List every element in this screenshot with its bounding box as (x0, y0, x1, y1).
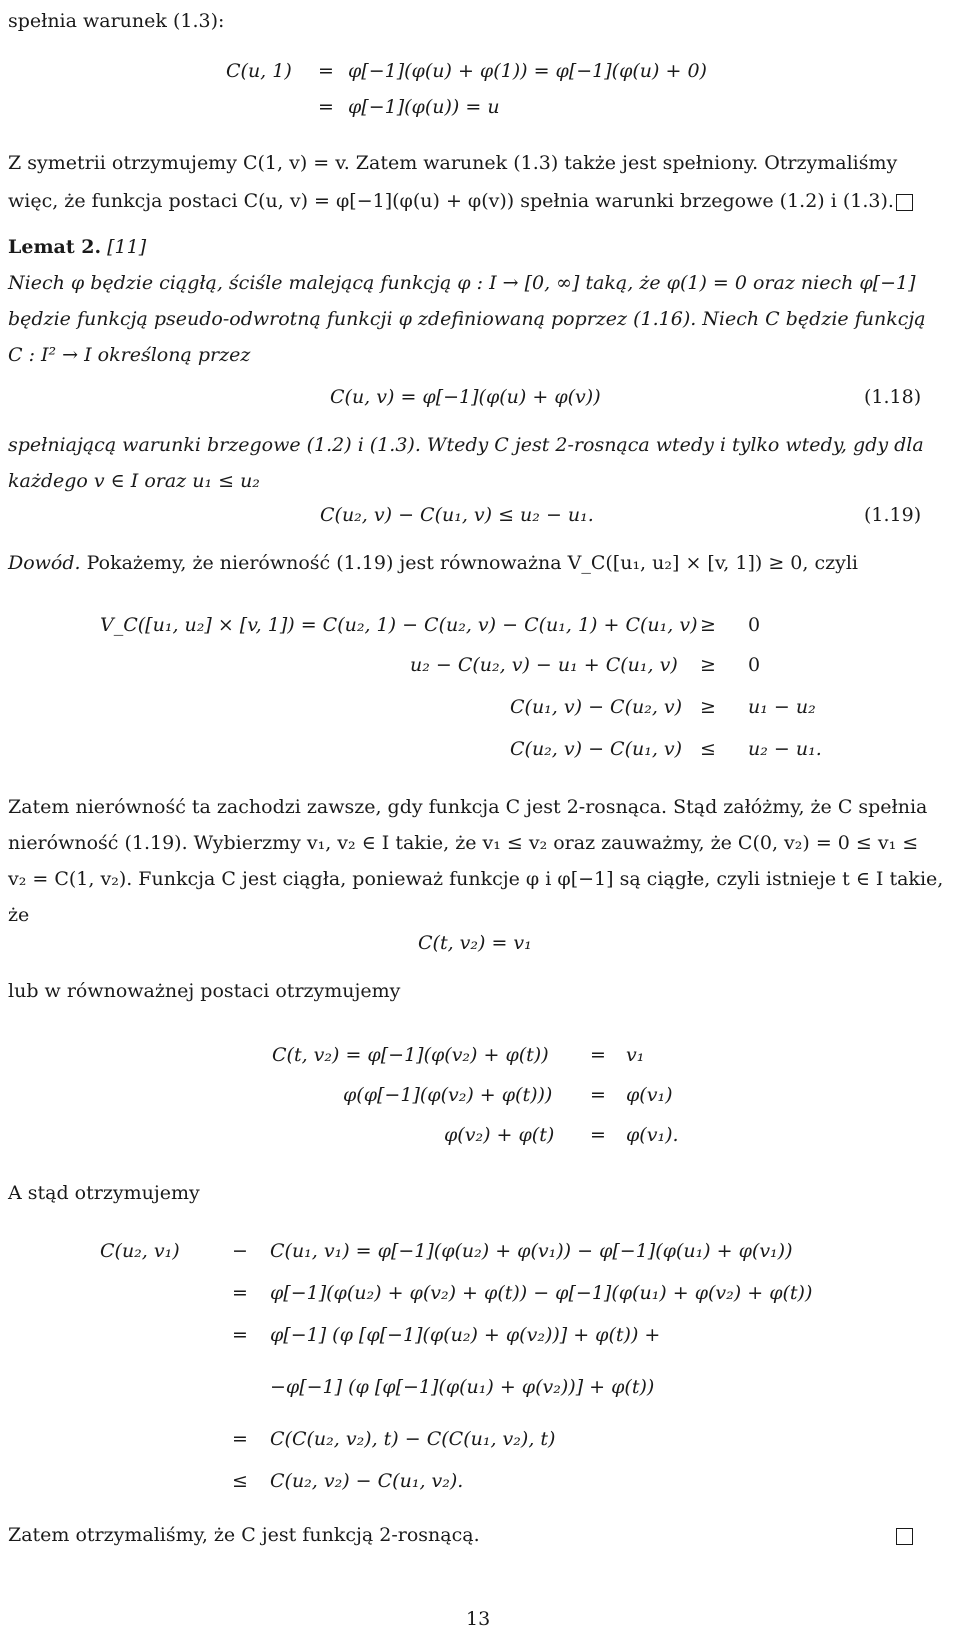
equiv-lhs-3: φ(v₂) + φ(t) (444, 1124, 555, 1146)
equiv-rel-1: = (590, 1044, 606, 1066)
final-rhs-3: φ[−1] (φ [φ[−1](φ(u₂) + φ(v₂))] + φ(t)) + (270, 1324, 661, 1346)
final-lhs-1: C(u₂, v₁) (100, 1240, 180, 1262)
equiv-lhs-1: C(t, v₂) = φ[−1](φ(v₂) + φ(t)) (272, 1044, 549, 1066)
lemma-heading (8, 236, 146, 258)
eq-top-rhs-2: φ[−1](φ(u)) = u (348, 96, 500, 118)
equiv-rel-3: = (590, 1124, 606, 1146)
ineq-lhs-1: V_C([u₁, u₂] × [v, 1]) = C(u₂, 1) − C(u₂, v) − C(u₁, 1) + C(u₁, v) (100, 614, 698, 636)
final-rel-2: = (232, 1282, 248, 1304)
lemma-line-2: będzie funkcją pseudo-odwrotną funkcji φ zdefiniowaną poprzez (1.16). Niech C będzie funkcją (8, 308, 926, 330)
ineq-rhs-3: u₁ − u₂ (748, 696, 816, 718)
eq-top-rel-1: = (318, 60, 334, 82)
equiv-rhs-2: φ(v₁) (626, 1084, 673, 1106)
final-rel-6: ≤ (232, 1470, 248, 1492)
ineq-rel-3: ≥ (700, 696, 716, 718)
final-rhs-5: C(C(u₂, v₂), t) − C(C(u₁, v₂), t) (270, 1428, 556, 1450)
eq-top-rel-2: = (318, 96, 334, 118)
lemma-cite: [11] (107, 236, 147, 258)
sym-line-2: więc, że funkcja postaci C(u, v) = φ[−1](φ(u) + φ(v)) spełnia warunki brzegowe (1.2) i (1.3). (8, 190, 894, 212)
qed-symbol-1 (896, 194, 913, 211)
final-rel-5: = (232, 1428, 248, 1450)
final-rhs-6: C(u₂, v₂) − C(u₁, v₂). (270, 1470, 464, 1492)
eq-118: C(u, v) = φ[−1](φ(u) + φ(v)) (330, 386, 601, 408)
eq-ctv: C(t, v₂) = v₁ (418, 932, 532, 954)
lemma-line-3: C : I² → I określoną przez (8, 344, 251, 366)
proof-intro (8, 552, 858, 574)
eq-top-lhs-1: C(u, 1) (226, 60, 292, 82)
lemma-after-2: każdego v ∈ I oraz u₁ ≤ u₂ (8, 470, 260, 492)
proof-text: Pokażemy, że nierówność (1.19) jest równoważna V_C([u₁, u₂] × [v, 1]) ≥ 0, czyli (86, 552, 858, 574)
intro-text: spełnia warunek (1.3): (8, 10, 225, 32)
ineq-rel-4: ≤ (700, 738, 716, 760)
lemma-label: Lemat 2. (8, 236, 102, 258)
eq-119: C(u₂, v) − C(u₁, v) ≤ u₂ − u₁. (320, 504, 594, 526)
sym-line-1: Z symetrii otrzymujemy C(1, v) = v. Zatem warunek (1.3) także jest spełniony. Otrzymaliśmy (8, 152, 898, 174)
lemma-after-1: spełniającą warunki brzegowe (1.2) i (1.3). Wtedy C jest 2-rosnąca wtedy i tylko wtedy, gdy dla (8, 434, 924, 456)
astad-text: A stąd otrzymujemy (8, 1182, 200, 1204)
ineq-lhs-3: C(u₁, v) − C(u₂, v) (510, 696, 683, 718)
ineq-lhs-4: C(u₂, v) − C(u₁, v) (510, 738, 683, 760)
equiv-lhs-2: φ(φ[−1](φ(v₂) + φ(t))) (343, 1084, 553, 1106)
zatem-line-1: Zatem nierówność ta zachodzi zawsze, gdy funkcja C jest 2-rosnąca. Stąd załóżmy, że C spełnia (8, 796, 928, 818)
eq-118-number: (1.18) (864, 386, 922, 408)
eq-119-number: (1.19) (864, 504, 922, 526)
qed-symbol-2 (896, 1528, 913, 1545)
final-mid-1: − (232, 1240, 248, 1262)
eq-top-rhs-1: φ[−1](φ(u) + φ(1)) = φ[−1](φ(u) + 0) (348, 60, 707, 82)
zatem-line-4: że (8, 904, 30, 926)
page-number: 13 (466, 1608, 491, 1630)
final-rhs-1: C(u₁, v₁) = φ[−1](φ(u₂) + φ(v₁)) − φ[−1](φ(u₁) + φ(v₁)) (270, 1240, 793, 1262)
zatem-line-2: nierówność (1.19). Wybierzmy v₁, v₂ ∈ I takie, że v₁ ≤ v₂ oraz zauważmy, że C(0, v₂) = 0 ≤ v₁ ≤ (8, 832, 919, 854)
ineq-lhs-2: u₂ − C(u₂, v) − u₁ + C(u₁, v) (410, 654, 678, 676)
equiv-rhs-1: v₁ (626, 1044, 645, 1066)
lub-text: lub w równoważnej postaci otrzymujemy (8, 980, 401, 1002)
ineq-rel-2: ≥ (700, 654, 716, 676)
ineq-rel-1: ≥ (700, 614, 716, 636)
proof-label: Dowód. (8, 552, 81, 574)
equiv-rel-2: = (590, 1084, 606, 1106)
final-rhs-4: −φ[−1] (φ [φ[−1](φ(u₁) + φ(v₂))] + φ(t)) (270, 1376, 655, 1398)
equiv-rhs-3: φ(v₁). (626, 1124, 679, 1146)
zatem-line-3: v₂ = C(1, v₂). Funkcja C jest ciągła, ponieważ funkcje φ i φ[−1] są ciągłe, czyli istnieje t ∈ I takie, (8, 868, 944, 890)
final-rhs-2: φ[−1](φ(u₂) + φ(v₂) + φ(t)) − φ[−1](φ(u₁) + φ(v₂) + φ(t)) (270, 1282, 813, 1304)
ineq-rhs-1: 0 (748, 614, 761, 636)
ineq-rhs-4: u₂ − u₁. (748, 738, 822, 760)
lemma-line-1: Niech φ będzie ciągłą, ściśle malejącą funkcją φ : I → [0, ∞] taką, że φ(1) = 0 oraz niech φ[−1] (8, 272, 916, 294)
ineq-rhs-2: 0 (748, 654, 761, 676)
closing-text: Zatem otrzymaliśmy, że C jest funkcją 2-rosnącą. (8, 1524, 480, 1546)
final-rel-3: = (232, 1324, 248, 1346)
